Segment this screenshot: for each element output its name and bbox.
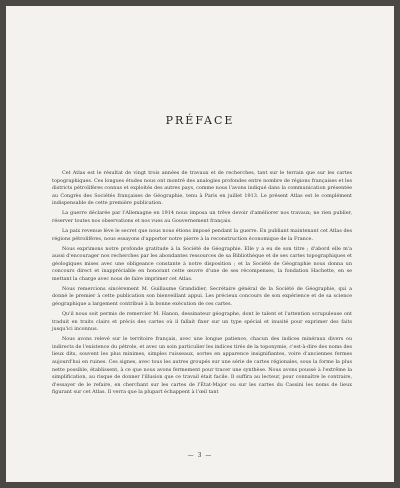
- page-number: — 3 —: [187, 452, 213, 459]
- preface-body: [52, 170, 352, 399]
- paragraph: Qu'il nous soit permis de remercier M. Hanon, dessinateur géographe, dont le talent et l'attention scrupuleuse ont traduit en traits clairs et précis des cartes où il fallait fixer sur un type spécial et inusité pour exprimer des faits jusqu'ici inconnus.: [52, 311, 352, 333]
- paragraph: La guerre déclarée par l'Allemagne en 1914 nous imposa un trêve devoir d'améliorer nos travaux; ne rien publier, réserver toutes nos observations et nos vues au Gouvernement français.: [52, 210, 352, 224]
- document-page: [6, 6, 394, 482]
- paragraph: Nous avons relevé sur le territoire français, avec une longue patience, chacun des indices minéraux divers ou indirects de l'existence du pétrole, et avec un soin particulier les indices tirés de la toponymie, c'est-à-dire des noms des lieux dits, souvent les plus minimes, simples ruisseaux, sortes en apparence insignifiantes, voire d'anciennes fermes aujourd'hui en ruines. Ces signes, avec tous les autres groupés sur une série de cartes régionales, sous la forme la plus nette possible, établissent, à ce que nous avons fermement pour tracer une synthèse. Nous avons poussé à l'extrême la simplification, au risque de donner l'illusion que ce travail était facile. Il suffira au lecteur, pour connaître le contraire, d'essayer de le refaire, en cherchant sur les cartes de l'État-Major ou sur les cartes du Cassini les noms de lieux figurant sur cet Atlas. Il verra que la plupart échappent à l'œil tant: [52, 336, 352, 396]
- page-title: PRÉFACE: [165, 114, 235, 127]
- paragraph: Nous remercions sincèrement M. Guillaume Grandidier, Secrétaire général de la Société de Géographie, qui a donné le premier à cette publication son bienveillant appui. Les précieux concours de son expérience et de sa science géographique a largement contribué à la bonne exécution de ces cartes.: [52, 285, 352, 308]
- paragraph: Cet Atlas est le résultat de vingt trois années de travaux et de recherches, tant sur le terrain que sur les cartes topographiques. Ces longues études nous ont montré des analogies profondes entre nombre de régions françaises et les districts pétrolifères connus et exploités des autres pays, comme nous l'avons indiqué dans la communication présentée au Congrès des Sociétés françaises de Géographie, tenu à Paris en juillet 1913. Le présent Atlas est le complément indispensable de cette première publication.: [52, 170, 352, 207]
- paragraph: Nous exprimons notre profonde gratitude à la Société de Géographie. Elle y a eu de son titre ; d'abord elle m'a aussi d'encourager nos recherches par les abondantes ressources de sa Bibliothèque et de ses cartes topographiques et géologiques mises avec une obligeance constante à notre disposition ; et la Société de Géographie nous donna un concours direct et inappréciable en honorant cette œuvre d'une de ses récompenses, la fondation Hachette, en se mettant la charge avec nous de faire imprimer cet Atlas.: [52, 245, 352, 282]
- paragraph: La paix revenue lève le secret que nous nous étions imposé pendant la guerre. En publiant maintenant cet Atlas des régions pétrolifères, nous essayons d'apporter notre pierre à la reconstruction économique de la France.: [52, 227, 352, 242]
